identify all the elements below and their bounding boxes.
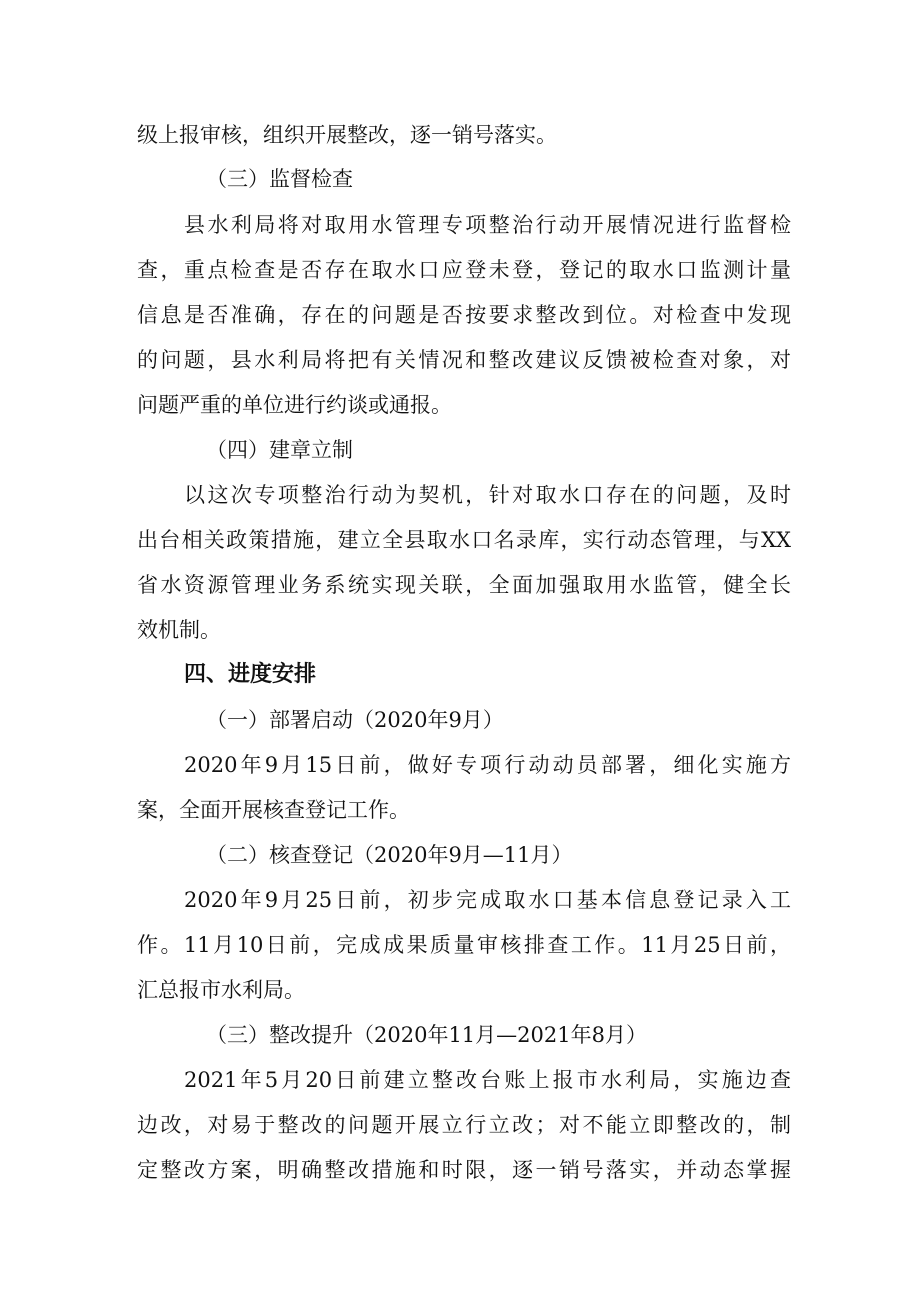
section-heading: 四、进度安排 [184, 662, 317, 687]
paragraph-line: 汇总报市水利局。 [137, 978, 305, 1002]
section-subheading: （一）部署启动（2020年9月） [206, 708, 504, 732]
paragraph-line: 2020年9月25日前，初步完成取水口基本信息登记录入工 [184, 888, 791, 912]
paragraph-line: 级上报审核，组织开展整改，逐一销号落实。 [137, 123, 557, 147]
paragraph-line: 定整改方案，明确整改措施和时限，逐一销号落实，并动态掌握 [137, 1158, 791, 1182]
paragraph-line: 查，重点检查是否存在取水口应登未登，登记的取水口监测计量 [137, 258, 791, 282]
paragraph-line: 效机制。 [137, 618, 221, 642]
section-subheading: （四）建章立制 [206, 438, 353, 462]
section-subheading: （三）整改提升（2020年11月—2021年8月） [206, 1023, 647, 1047]
paragraph-line: 作。11月10日前，完成成果质量审核排查工作。11月25日前， [137, 933, 791, 957]
paragraph-line: 案，全面开展核查登记工作。 [137, 798, 410, 822]
paragraph-line: 信息是否准确，存在的问题是否按要求整改到位。对检查中发现 [137, 303, 791, 327]
paragraph-line: 2021年5月20日前建立整改台账上报市水利局，实施边查 [184, 1068, 791, 1092]
section-subheading: （三）监督检查 [206, 167, 353, 191]
paragraph-line: 边改，对易于整改的问题开展立行立改；对不能立即整改的，制 [137, 1113, 791, 1137]
paragraph-line: 的问题，县水利局将把有关情况和整改建议反馈被检查对象，对 [137, 348, 791, 372]
section-subheading: （二）核查登记（2020年9月—11月） [206, 843, 573, 867]
paragraph-line: 出台相关政策措施，建立全县取水口名录库，实行动态管理，与XX [137, 528, 791, 552]
paragraph-line: 省水资源管理业务系统实现关联，全面加强取用水监管，健全长 [137, 573, 791, 597]
paragraph-line: 县水利局将对取用水管理专项整治行动开展情况进行监督检 [184, 213, 791, 237]
paragraph-line: 以这次专项整治行动为契机，针对取水口存在的问题，及时 [184, 483, 791, 507]
paragraph-line: 2020年9月15日前，做好专项行动动员部署，细化实施方 [184, 753, 791, 777]
paragraph-line: 问题严重的单位进行约谈或通报。 [137, 393, 452, 417]
